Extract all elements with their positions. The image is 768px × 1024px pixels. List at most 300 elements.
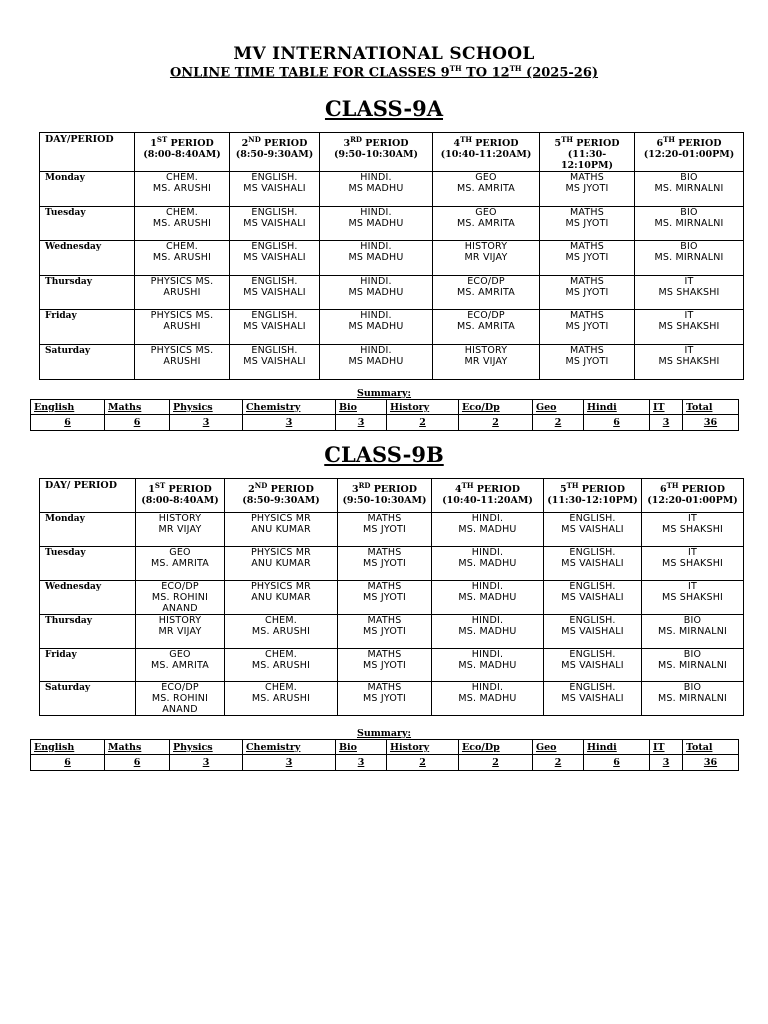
teacher: MS JYOTI [362, 524, 406, 535]
subject: BIO [680, 207, 698, 219]
timetable-row [40, 345, 744, 380]
period-slot [320, 276, 433, 310]
period-ordinal: ND [254, 481, 268, 490]
class-9b-title: CLASS-9B [324, 442, 444, 467]
period-slot [544, 682, 642, 716]
period-slot [135, 345, 230, 380]
teacher: MS. MIRNALNI [657, 693, 728, 704]
period-header-1 [135, 133, 230, 172]
summary-count: 6 [584, 415, 650, 431]
teacher: ANU KUMAR [251, 524, 311, 535]
subject: PHYSICS MR [251, 513, 311, 524]
summary-subject: Maths [105, 740, 170, 755]
subject: HINDI. [360, 310, 392, 322]
period-slot [135, 207, 230, 241]
subject: ENGLISH. [569, 547, 616, 558]
teacher: MS VAISHALI [561, 660, 624, 671]
period-slot [338, 581, 432, 615]
day-name: Friday [40, 310, 135, 345]
period-slot [136, 682, 225, 716]
period-slot [135, 172, 230, 207]
subject: HINDI. [471, 615, 504, 626]
period-slot [432, 513, 544, 547]
summary-count: 3 [650, 415, 683, 431]
summary-subject: Physics [170, 400, 243, 415]
day-name: Monday [40, 172, 135, 207]
period-slot [544, 513, 642, 547]
period-header-5 [544, 479, 642, 513]
period-slot [433, 345, 540, 380]
summary-count: 2 [387, 755, 459, 771]
subject: BIO [683, 615, 702, 626]
teacher: MS. MIRNALNI [654, 183, 724, 195]
subject: BIO [680, 241, 698, 253]
period-header-5 [540, 133, 635, 172]
subject: HISTORY [464, 345, 508, 357]
teacher: MS VAISHALI [243, 287, 306, 299]
period-slot [320, 310, 433, 345]
teacher: MS MADHU [348, 356, 404, 368]
class-9a-summary-label: Summary: [356, 388, 412, 399]
period-label: PERIOD [165, 484, 212, 496]
summary-subject: History [387, 400, 459, 415]
teacher: ARUSHI [163, 321, 201, 333]
period-slot [225, 682, 338, 716]
period-slot [433, 172, 540, 207]
summary-subject: Hindi [584, 740, 650, 755]
teacher: MS VAISHALI [243, 218, 306, 230]
period-label: PERIOD [674, 138, 722, 150]
subject: HINDI. [360, 276, 392, 288]
day-name: Tuesday [40, 207, 135, 241]
teacher: MS VAISHALI [561, 626, 624, 637]
period-slot [225, 649, 338, 682]
subject: BIO [680, 172, 698, 184]
period-header-1 [136, 479, 225, 513]
class-9a-summary-table [30, 399, 739, 431]
period-header-2 [225, 479, 338, 513]
teacher: MS JYOTI [362, 660, 406, 671]
subject: ENGLISH. [569, 682, 616, 693]
period-slot [433, 276, 540, 310]
period-slot [338, 682, 432, 716]
period-slot [225, 547, 338, 581]
teacher: ARUSHI [163, 287, 201, 299]
summary-count: 3 [336, 755, 387, 771]
subject: MATHS [570, 207, 604, 219]
period-time: (9:50-10:30AM) [333, 149, 419, 161]
period-slot [320, 172, 433, 207]
period-slot [135, 276, 230, 310]
subject: MATHS [367, 513, 402, 524]
teacher: MS VAISHALI [561, 558, 624, 569]
teacher: MS JYOTI [565, 356, 609, 368]
teacher: MS. ARUSHI [251, 693, 311, 704]
timetable-subtitle: ONLINE TIME TABLE FOR CLASSES 9TH TO 12TH (2025-26) [169, 64, 599, 81]
subject: IT [684, 310, 694, 322]
subject: MATHS [570, 241, 604, 253]
timetable-row [40, 310, 744, 345]
period-slot [540, 310, 635, 345]
subject: HINDI. [360, 172, 392, 184]
summary-subject: Chemistry [243, 400, 336, 415]
period-label: PERIOD [167, 138, 214, 150]
period-time: (8:50-9:30AM) [242, 495, 320, 507]
period-ordinal: TH [663, 135, 675, 144]
teacher: MS. MADHU [458, 626, 517, 637]
summary-count: 6 [31, 415, 105, 431]
period-slot [136, 513, 225, 547]
class-9b-summary-label: Summary: [356, 728, 412, 739]
subject: ECO/DP [161, 682, 199, 693]
period-slot [635, 345, 744, 380]
period-slot [635, 207, 744, 241]
summary-subject: Physics [170, 740, 243, 755]
period-slot [338, 513, 432, 547]
period-ordinal: TH [460, 135, 472, 144]
day-name: Saturday [40, 345, 135, 380]
period-slot [135, 241, 230, 276]
period-number: 6 [660, 484, 667, 496]
period-slot [432, 649, 544, 682]
period-slot [230, 207, 320, 241]
period-slot [540, 207, 635, 241]
period-label: PERIOD [578, 484, 625, 496]
teacher: MS JYOTI [565, 287, 609, 299]
period-time: (11:30-12:10PM) [547, 495, 638, 507]
period-number: 4 [455, 484, 462, 496]
subject: PHYSICS MR [251, 581, 311, 592]
subject: GEO [475, 207, 497, 219]
teacher: MS JYOTI [362, 558, 406, 569]
subject: ENGLISH. [251, 241, 298, 253]
subject: IT [684, 276, 694, 288]
period-time: (9:50-10:30AM) [342, 495, 427, 507]
teacher: MS MADHU [348, 252, 404, 264]
period-slot [642, 649, 744, 682]
period-time: (12:20-01:00PM) [647, 495, 738, 507]
teacher: MS. MIRNALNI [654, 218, 724, 230]
period-ordinal: TH [566, 481, 579, 490]
subject: ECO/DP [467, 310, 505, 322]
period-label: PERIOD [678, 484, 725, 496]
teacher: MS. AMRITA [151, 660, 209, 671]
subject: BIO [683, 682, 702, 693]
subject: GEO [169, 547, 191, 558]
period-slot [635, 276, 744, 310]
teacher: MS MADHU [348, 287, 404, 299]
subject: HISTORY [464, 241, 508, 253]
teacher: MS. ARUSHI [251, 626, 311, 637]
summary-subject: History [387, 740, 459, 755]
day-period-header: DAY/ PERIOD [40, 479, 136, 513]
summary-subject: Bio [336, 400, 387, 415]
summary-subject: Geo [533, 400, 584, 415]
teacher: MS. MADHU [458, 592, 517, 603]
period-slot [635, 310, 744, 345]
period-slot [320, 207, 433, 241]
period-label: PERIOD [471, 138, 519, 150]
subject: ENGLISH. [569, 513, 616, 524]
subject: ECO/DP [467, 276, 505, 288]
period-time: (8:50-9:30AM) [235, 149, 314, 161]
teacher: MS. AMRITA [457, 183, 515, 195]
period-slot [635, 241, 744, 276]
teacher: MS SHAKSHI [658, 321, 720, 333]
teacher: MS VAISHALI [243, 356, 306, 368]
summary-subject: English [31, 740, 105, 755]
timetable-row [40, 615, 744, 649]
timetable-row [40, 682, 744, 716]
period-slot [338, 615, 432, 649]
period-slot [433, 207, 540, 241]
period-slot [230, 310, 320, 345]
summary-count: 2 [459, 415, 533, 431]
period-slot [230, 276, 320, 310]
teacher: MS JYOTI [565, 218, 609, 230]
period-label: PERIOD [370, 484, 418, 496]
summary-count: 36 [683, 755, 739, 771]
summary-header-row [31, 400, 739, 415]
period-slot [433, 310, 540, 345]
subject: GEO [475, 172, 497, 184]
subject: GEO [169, 649, 191, 660]
period-time: (8:00-8:40AM) [141, 495, 219, 507]
period-slot [136, 547, 225, 581]
period-header-6 [635, 133, 744, 172]
day-name: Thursday [40, 276, 135, 310]
day-name: Friday [40, 649, 136, 682]
teacher: MS VAISHALI [561, 693, 624, 704]
period-slot [642, 615, 744, 649]
teacher: MR VIJAY [464, 252, 508, 264]
subject: HISTORY [158, 615, 202, 626]
subject: MATHS [570, 276, 604, 288]
teacher: ANU KUMAR [251, 592, 311, 603]
subject: HISTORY [158, 513, 202, 524]
teacher: MS SHAKSHI [661, 592, 724, 603]
teacher: MS VAISHALI [561, 592, 624, 603]
period-header-6 [642, 479, 744, 513]
summary-subject: Eco/Dp [459, 740, 533, 755]
subject: ENGLISH. [251, 276, 298, 288]
period-ordinal: RD [350, 135, 362, 144]
timetable-row [40, 172, 744, 207]
period-time: (8:00-8:40AM) [143, 149, 221, 161]
period-header-4 [432, 479, 544, 513]
day-name: Wednesday [40, 241, 135, 276]
period-slot [225, 513, 338, 547]
period-slot [544, 649, 642, 682]
period-time: (11:30-12:10PM) [560, 149, 614, 172]
summary-subject: IT [650, 400, 683, 415]
period-slot [230, 172, 320, 207]
subject: BIO [683, 649, 702, 660]
summary-count: 6 [584, 755, 650, 771]
period-ordinal: ND [248, 135, 261, 144]
period-number: 2 [248, 484, 255, 496]
class-9b-summary-table [30, 739, 739, 771]
period-header-4 [433, 133, 540, 172]
summary-count: 3 [336, 415, 387, 431]
period-slot [136, 615, 225, 649]
teacher: MS. AMRITA [457, 321, 515, 333]
period-number: 3 [343, 138, 351, 150]
subject: IT [687, 513, 697, 524]
teacher: MS JYOTI [565, 183, 609, 195]
teacher: MS MADHU [348, 218, 404, 230]
period-label: PERIOD [260, 138, 308, 150]
teacher: MS VAISHALI [243, 252, 306, 264]
summary-subject: Total [683, 740, 739, 755]
day-name: Saturday [40, 682, 136, 716]
subject: ENGLISH. [251, 345, 298, 357]
day-name: Wednesday [40, 581, 136, 615]
period-slot [230, 345, 320, 380]
period-slot [540, 241, 635, 276]
period-slot [540, 276, 635, 310]
subject: ENGLISH. [251, 207, 298, 219]
summary-subject: English [31, 400, 105, 415]
subject: MATHS [367, 547, 402, 558]
class-9a-timetable [39, 132, 744, 380]
summary-count: 3 [243, 415, 336, 431]
period-ordinal: TH [461, 481, 474, 490]
teacher: MR VIJAY [464, 356, 508, 368]
period-number: 5 [560, 484, 567, 496]
summary-subject: Total [683, 400, 739, 415]
summary-count: 3 [243, 755, 336, 771]
timetable-row [40, 241, 744, 276]
teacher: MS. AMRITA [457, 287, 515, 299]
period-label: PERIOD [473, 484, 520, 496]
subject: MATHS [367, 581, 402, 592]
teacher: MS. AMRITA [457, 218, 515, 230]
period-header-3 [338, 479, 432, 513]
period-slot [136, 581, 225, 615]
teacher: MS MADHU [348, 183, 404, 195]
teacher: MS SHAKSHI [658, 287, 720, 299]
period-number: 3 [351, 484, 359, 496]
subject: HINDI. [360, 345, 392, 357]
period-time: (10:40-11:20AM) [440, 149, 532, 161]
period-ordinal: ST [154, 481, 166, 490]
period-slot [320, 345, 433, 380]
summary-count: 2 [459, 755, 533, 771]
period-number: 6 [656, 138, 664, 150]
period-slot [642, 547, 744, 581]
period-number: 5 [554, 138, 562, 150]
period-ordinal: ST [156, 135, 168, 144]
teacher: MS JYOTI [362, 693, 406, 704]
class-9a-title: CLASS-9A [324, 96, 444, 121]
timetable-row [40, 581, 744, 615]
teacher: MS. AMRITA [151, 558, 209, 569]
subject: ENGLISH. [569, 581, 616, 592]
period-slot [544, 547, 642, 581]
subject: PHYSICS MS. [150, 276, 214, 288]
subject: MATHS [367, 649, 402, 660]
subject: IT [687, 547, 697, 558]
timetable-row [40, 276, 744, 310]
teacher: MR VIJAY [158, 626, 202, 637]
teacher: ARUSHI [163, 356, 201, 368]
summary-header-row [31, 740, 739, 755]
teacher: MS MADHU [348, 321, 404, 333]
summary-subject: Eco/Dp [459, 400, 533, 415]
day-name: Monday [40, 513, 136, 547]
period-slot [432, 682, 544, 716]
period-label: PERIOD [361, 138, 409, 150]
period-number: 2 [241, 138, 249, 150]
teacher: MS SHAKSHI [658, 356, 720, 368]
subject: ENGLISH. [569, 649, 616, 660]
teacher: MS SHAKSHI [661, 524, 724, 535]
period-slot [544, 581, 642, 615]
period-slot [225, 581, 338, 615]
summary-count: 2 [387, 415, 459, 431]
summary-count: 3 [170, 755, 243, 771]
subject: PHYSICS MR [251, 547, 311, 558]
summary-count: 36 [683, 415, 739, 431]
teacher: MS. MADHU [458, 693, 517, 704]
summary-subject: Chemistry [243, 740, 336, 755]
subject: HINDI. [471, 547, 504, 558]
period-slot [136, 649, 225, 682]
subject: MATHS [367, 682, 402, 693]
summary-subject: Hindi [584, 400, 650, 415]
summary-count: 6 [105, 415, 170, 431]
subject: MATHS [570, 310, 604, 322]
summary-value-row [31, 415, 739, 431]
summary-count: 3 [650, 755, 683, 771]
subject: PHYSICS MS. [150, 345, 214, 357]
teacher: MS. ARUSHI [152, 252, 212, 264]
summary-subject: Maths [105, 400, 170, 415]
period-slot [642, 682, 744, 716]
class-9b-timetable [39, 478, 744, 716]
period-label: PERIOD [572, 138, 620, 150]
period-ordinal: TH [666, 481, 679, 490]
period-ordinal: RD [358, 481, 371, 490]
teacher: MS SHAKSHI [661, 558, 724, 569]
timetable-row [40, 649, 744, 682]
subject: ECO/DP [161, 581, 199, 592]
teacher: MS JYOTI [362, 626, 406, 637]
school-name: MV INTERNATIONAL SCHOOL [233, 44, 535, 64]
teacher: MS. ROHINI ANAND [151, 693, 209, 715]
period-number: 1 [150, 138, 157, 150]
period-number: 1 [148, 484, 155, 496]
subject: HINDI. [360, 241, 392, 253]
period-slot [432, 547, 544, 581]
period-slot [642, 581, 744, 615]
teacher: MR VIJAY [158, 524, 202, 535]
period-slot [338, 547, 432, 581]
summary-subject: IT [650, 740, 683, 755]
period-slot [544, 615, 642, 649]
teacher: MS. MIRNALNI [657, 660, 728, 671]
teacher: ANU KUMAR [251, 558, 311, 569]
teacher: MS. ARUSHI [251, 660, 311, 671]
day-name: Thursday [40, 615, 136, 649]
period-slot [540, 172, 635, 207]
subject: CHEM. [166, 172, 198, 184]
subject: CHEM. [265, 615, 297, 626]
subject: HINDI. [360, 207, 392, 219]
teacher: MS. ARUSHI [152, 218, 212, 230]
period-slot [432, 615, 544, 649]
